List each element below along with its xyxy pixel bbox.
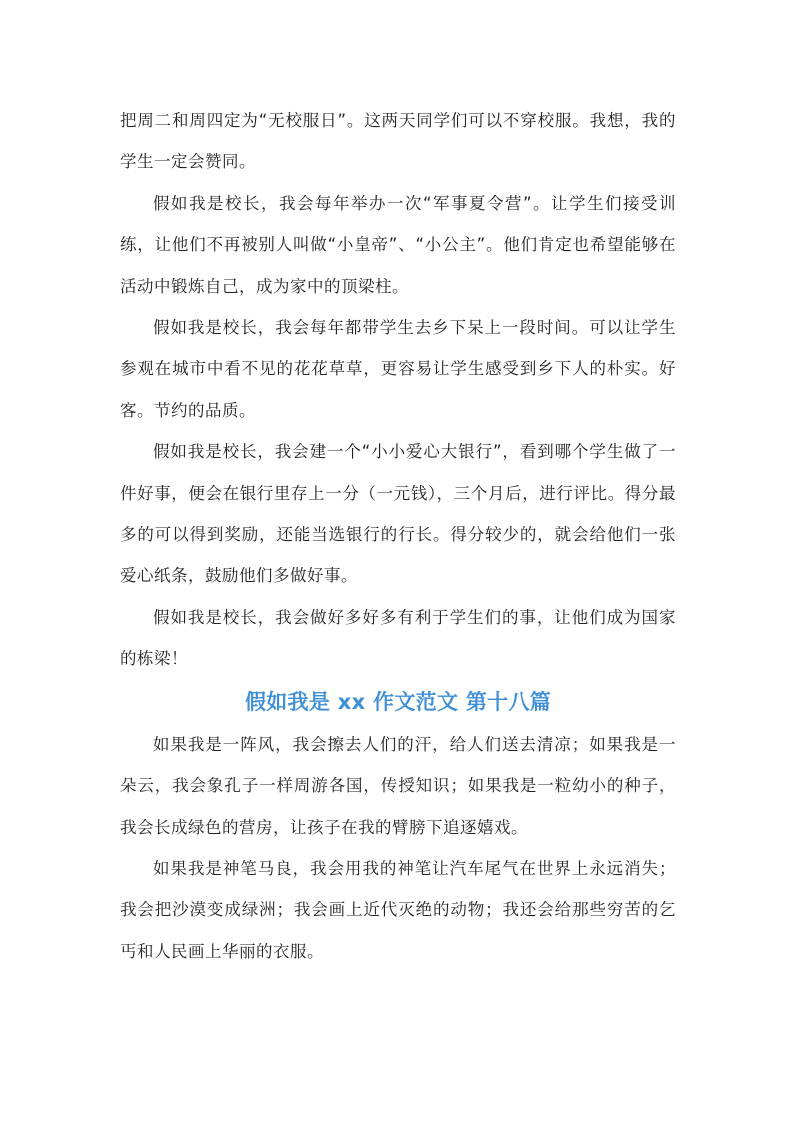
paragraph: 假如我是校长，我会建一个“小小爱心大银行”，看到哪个学生做了一件好事，便会在银行里存上一分（一元钱），三个月后，进行评比。得分最多的可以得到奖励，还能当选银行的行长。得分较少的，就会给他们一张爱心纸条，鼓励他们多做好事。 — [120, 442, 676, 586]
paragraph: 如果我是神笔马良，我会用我的神笔让汽车尾气在世界上永远消失；我会把沙漠变成绿洲；我会画上近代灭绝的动物；我还会给那些穷苦的乞丐和人民画上华丽的衣服。 — [120, 858, 676, 961]
paragraph: 假如我是校长，我会做好多好多有利于学生们的事，让他们成为国家的栋梁！ — [120, 607, 676, 669]
paragraph: 假如我是校长，我会每年举办一次“军事夏令营”。让学生们接受训练，让他们不再被别人叫做“小皇帝”、“小公主”。他们肯定也希望能够在活动中锻炼自己，成为家中的顶梁柱。 — [120, 193, 676, 296]
paragraph: 如果我是一阵风，我会擦去人们的汗，给人们送去清凉；如果我是一朵云，我会象孔子一样周游各国，传授知识；如果我是一粒幼小的种子，我会长成绿色的营房，让孩子在我的臂膀下追逐嬉戏。 — [120, 734, 676, 837]
section-heading: 假如我是 xx 作文范文 第十八篇 — [244, 689, 552, 714]
paragraph: 把周二和周四定为“无校服日”。这两天同学们可以不穿校服。我想，我的学生一定会赞同。 — [120, 111, 676, 172]
paragraph: 假如我是校长，我会每年都带学生去乡下呆上一段时间。可以让学生参观在城市中看不见的花花草草，更容易让学生感受到乡下人的朴实。好客。节约的品质。 — [120, 318, 676, 420]
document-page — [120, 100, 676, 972]
